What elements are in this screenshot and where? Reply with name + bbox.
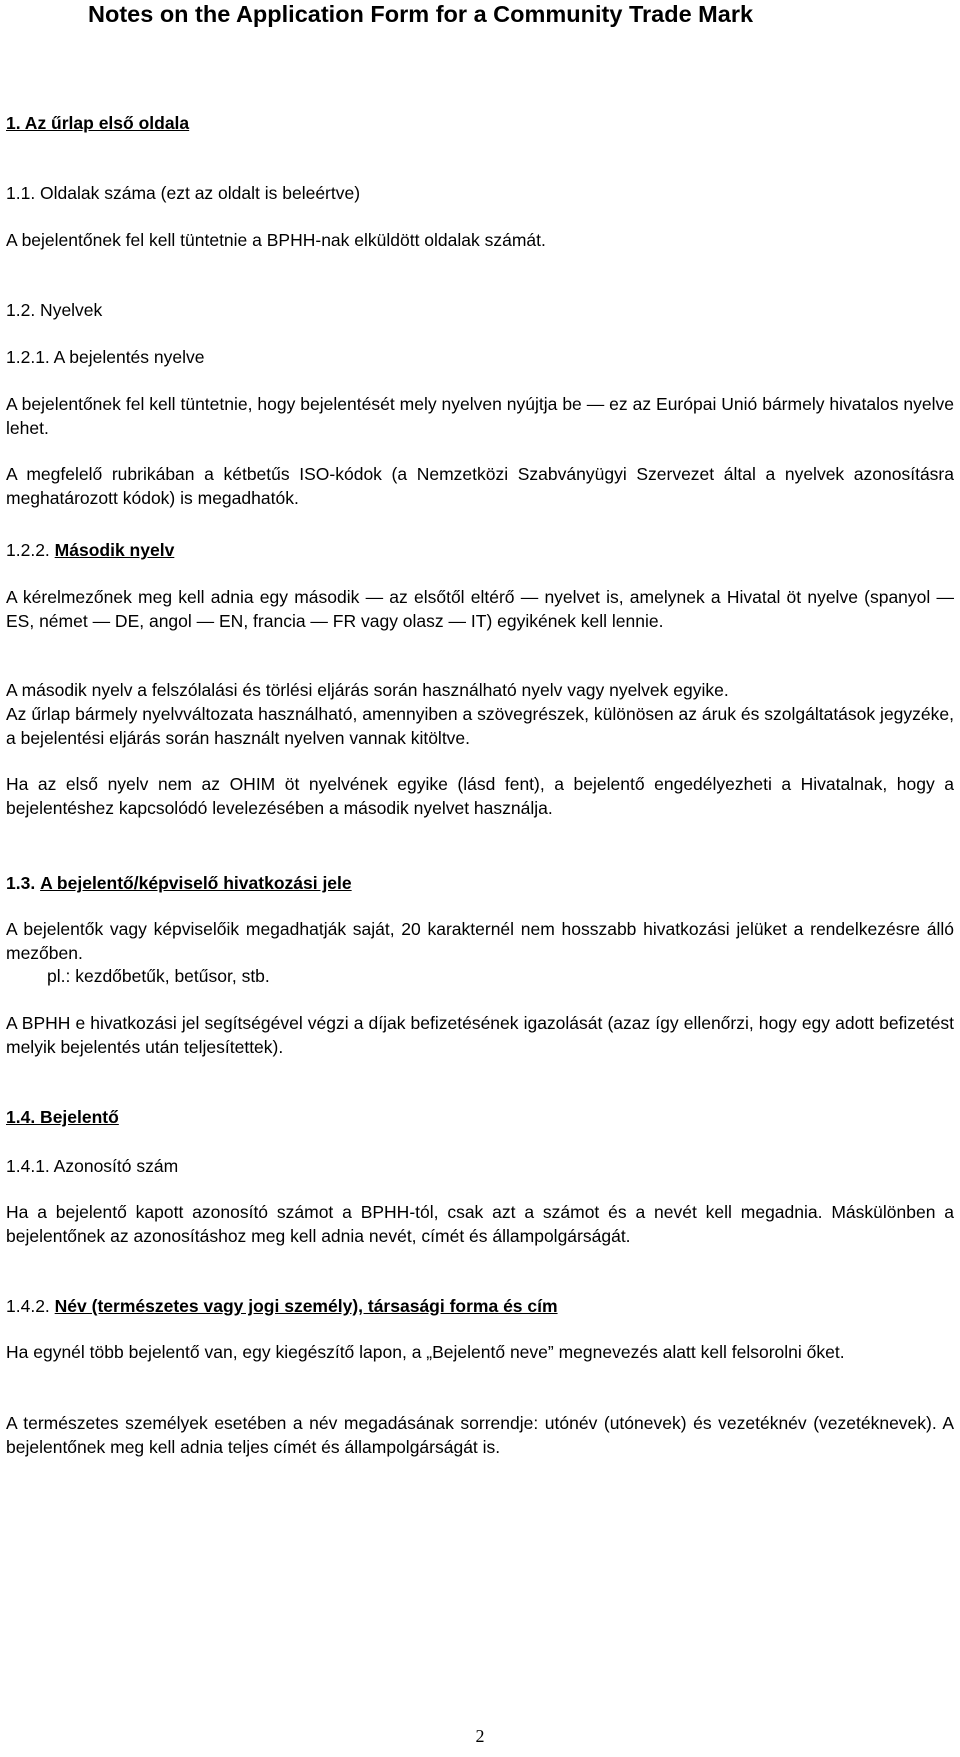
section-1-2-2-paragraph-2a: A második nyelv a felszólalási és törlési eljárás során használható nyelv vagy nyelvek egyike. <box>6 680 729 700</box>
section-1-3-paragraph-1: A bejelentők vagy képviselőik megadhatják saját, 20 karakternél nem hosszabb hivatkozási jelüket a rendelkezésre álló mezőben. <box>6 919 954 963</box>
section-1-heading: 1. Az űrlap első oldala <box>6 113 190 133</box>
section-1-4-2-heading <box>6 1294 954 1318</box>
document-title: Notes on the Application Form for a Community Trade Mark <box>88 1 754 27</box>
section-1-4-2-number: 1.4.2. <box>6 1296 50 1316</box>
section-1-2-2-paragraph-2b: Az űrlap bármely nyelvváltozata használható, amennyiben a szövegrészek, különösen az áruk és szolgáltatások jegyzéke, a bejelentési eljárás során használt nyelven vannak kitöltve. <box>6 704 954 748</box>
section-1-2-1-paragraph-2: A megfelelő rubrikában a kétbetűs ISO-kódok (a Nemzetközi Szabványügyi Szervezet által a nyelvek azonosításra meghatározott kódok) is megadhatók. <box>6 464 954 508</box>
section-1-3-number: 1.3. <box>6 873 36 893</box>
section-1-4-2-title: Név (természetes vagy jogi személy), társasági forma és cím <box>54 1296 558 1316</box>
section-1-1-heading: 1.1. Oldalak száma (ezt az oldalt is beleértve) <box>6 183 361 203</box>
section-1-3-heading <box>6 871 954 895</box>
section-1-2-1-paragraph-1: A bejelentőnek fel kell tüntetnie, hogy bejelentését mely nyelven nyújtja be ― ez az Európai Unió bármely hivatalos nyelve lehet. <box>6 394 954 438</box>
section-1-2-2-title: Második nyelv <box>54 540 175 560</box>
section-1-4-2-paragraph-1: Ha egynél több bejelentő van, egy kiegészítő lapon, a „Bejelentő neve” megnevezés alatt kell felsorolni őket. <box>6 1342 845 1362</box>
section-1-2-2-paragraph-2 <box>6 678 954 750</box>
section-1-3-paragraph-2: A BPHH e hivatkozási jel segítségével végzi a díjak befizetésének igazolását (azaz így ellenőrzi, hogy egy adott befizetést melyik bejelentés után teljesítettek). <box>6 1013 954 1057</box>
section-1-2-2-number: 1.2.2. <box>6 540 50 560</box>
section-1-3-title: A bejelentő/képviselő hivatkozási jele <box>40 873 352 893</box>
section-1-2-1-heading: 1.2.1. A bejelentés nyelve <box>6 347 205 367</box>
section-1-2-2-paragraph-1: A kérelmezőnek meg kell adnia egy második ― az elsőtől eltérő ― nyelvet is, amelynek a Hivatal öt nyelve (spanyol ― ES, német ― DE, angol ― EN, francia ― FR vagy olasz ― IT) egyikének kell lennie. <box>6 587 954 631</box>
section-1-4-2-paragraph-2: A természetes személyek esetében a név megadásának sorrendje: utónév (utónevek) és vezetéknév (vezetéknevek). A bejelentőnek meg kell adnia teljes címét és állampolgárságát is. <box>6 1413 954 1457</box>
section-1-2-2-heading <box>6 538 954 562</box>
page-number: 2 <box>475 1726 485 1746</box>
section-1-2-heading: 1.2. Nyelvek <box>6 300 103 320</box>
section-1-2-2-paragraph-3: Ha az első nyelv nem az OHIM öt nyelvének egyike (lásd fent), a bejelentő engedélyezheti a Hivatalnak, hogy a bejelentéshez kapcsolódó levelezésében a második nyelvet használja. <box>6 774 954 818</box>
section-1-3-example: pl.: kezdőbetűk, betűsor, stb. <box>47 966 270 986</box>
section-1-1-paragraph: A bejelentőnek fel kell tüntetnie a BPHH-nak elküldött oldalak számát. <box>6 230 546 250</box>
section-1-4-heading: 1.4. Bejelentő <box>6 1107 119 1127</box>
section-1-4-1-paragraph: Ha a bejelentő kapott azonosító számot a BPHH-tól, csak azt a számot és a nevét kell megadnia. Máskülönben a bejelentőnek az azonosításhoz meg kell adnia nevét, címét és állampolgárságát. <box>6 1202 954 1246</box>
section-1-4-1-heading: 1.4.1. Azonosító szám <box>6 1156 179 1176</box>
